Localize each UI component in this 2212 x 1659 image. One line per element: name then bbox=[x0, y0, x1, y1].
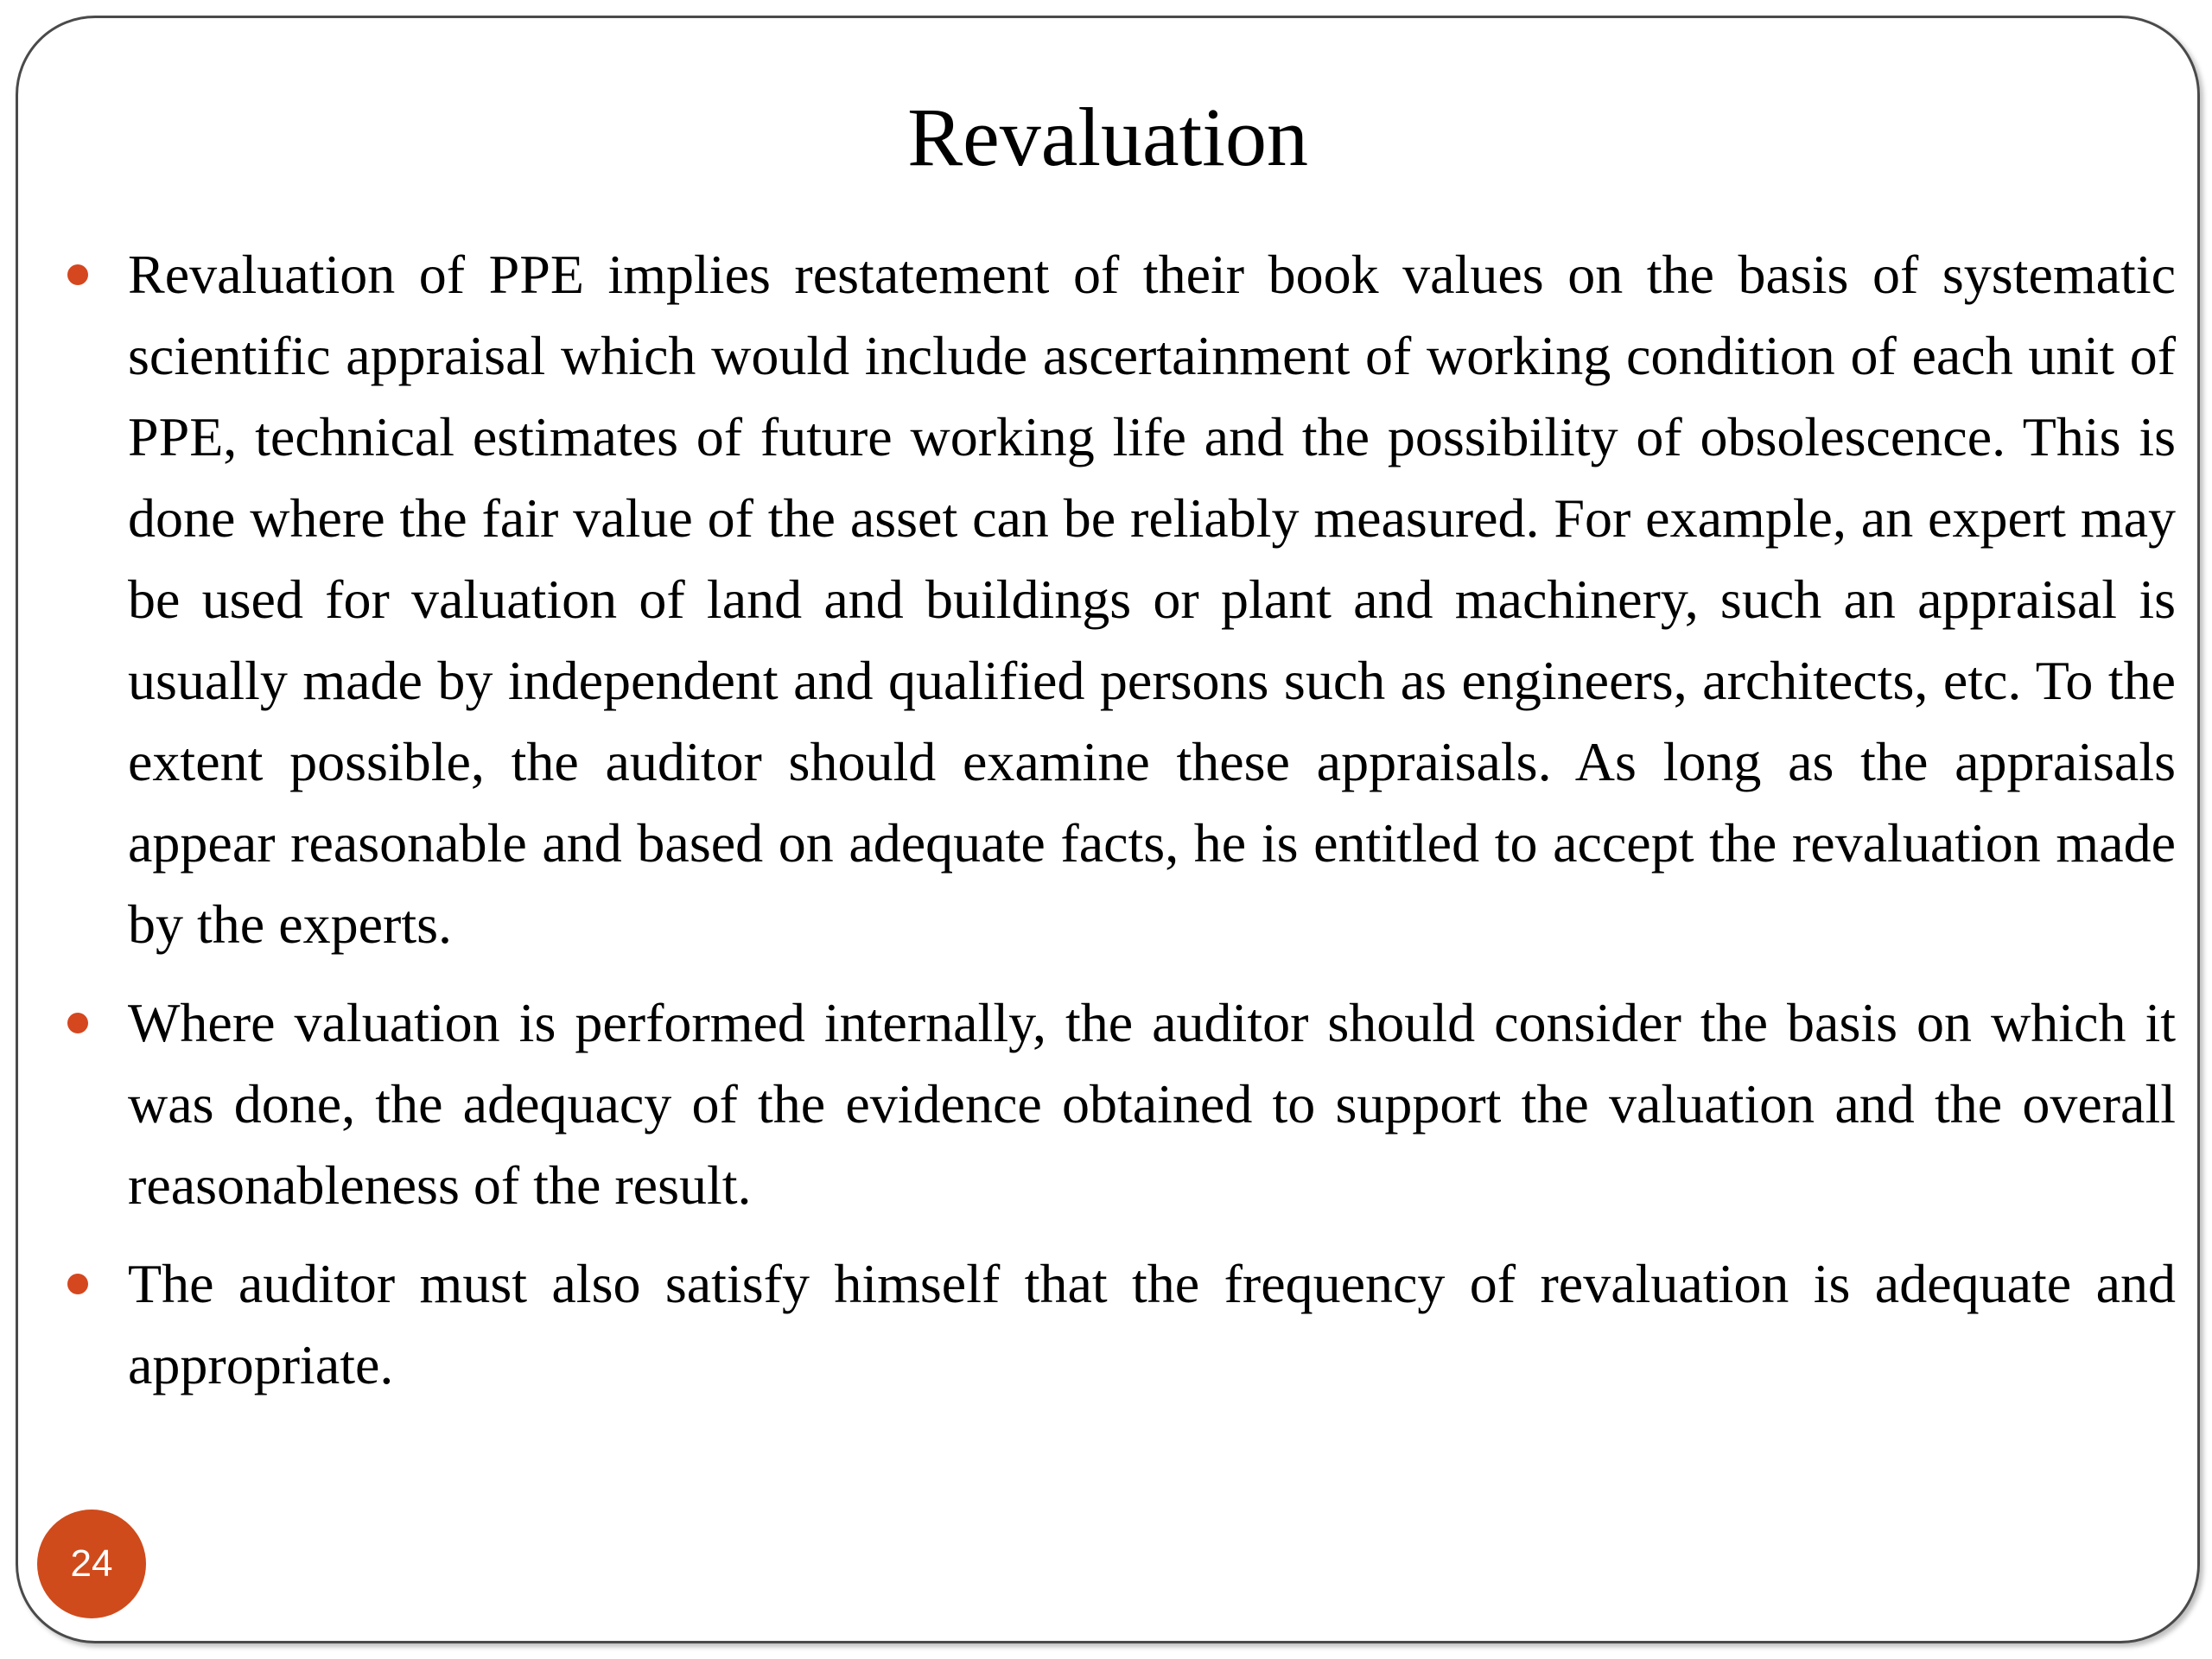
bullet-list bbox=[128, 234, 2176, 1423]
bullet-item bbox=[128, 234, 2176, 965]
bullet-dot-icon bbox=[67, 264, 88, 285]
page-number-badge: 24 bbox=[37, 1510, 146, 1618]
slide-title: Revaluation bbox=[907, 91, 1308, 183]
bullet-item bbox=[128, 1243, 2176, 1406]
bullet-text: Revaluation of PPE implies restatement of their book values on the basis of systematic scientific appraisal which would include ascertainment of working condition of each unit of PPE, technical estimates of future working life and the possibility of obsolescence. This is done where the fair value of the asset can be reliably measured. For example, an expert may be used for valuation of land and buildings or plant and machinery, such an appraisal is usually made by independent and qualified persons such as engineers, architects, etc. To the extent possible, the auditor should examine these appraisals. As long as the appraisals appear reasonable and based on adequate facts, he is entitled to accept the revaluation made by the experts. bbox=[128, 244, 2176, 955]
bullet-dot-icon bbox=[67, 1013, 88, 1033]
bullet-text: The auditor must also satisfy himself that the frequency of revaluation is adequate and appropriate. bbox=[128, 1253, 2176, 1395]
bullet-text: Where valuation is performed internally, the auditor should consider the basis on which it was done, the adequacy of the evidence obtained to support the valuation and the overall reasonableness of the result. bbox=[128, 992, 2176, 1216]
slide bbox=[16, 16, 2200, 1643]
bullet-dot-icon bbox=[67, 1274, 88, 1294]
bullet-item bbox=[128, 982, 2176, 1226]
